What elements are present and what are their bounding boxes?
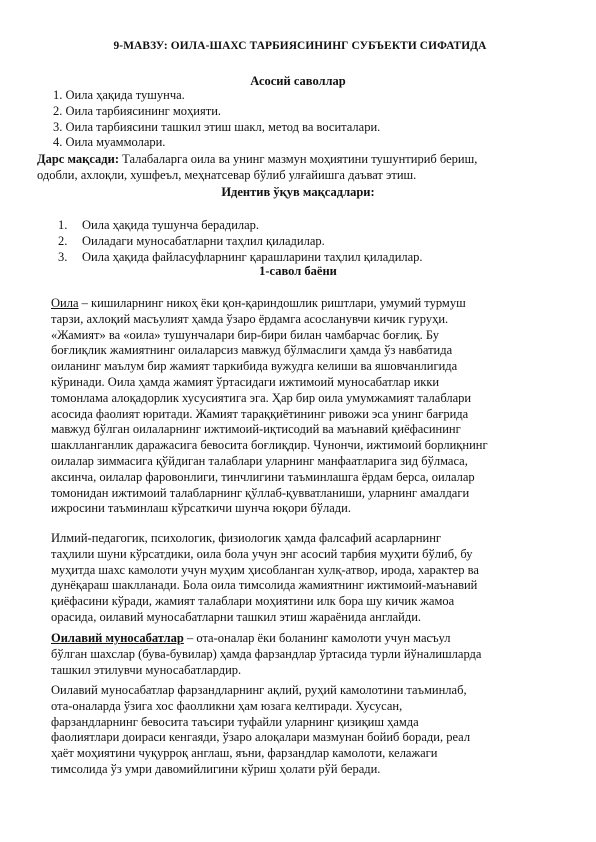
term-family-relations: Оилавий муносабатлар bbox=[51, 631, 184, 645]
paragraph-relations-effect: Оилавий муносабатлар фарзандларнинг ақлий, руҳий камолотини таъминлаб, ота-оналарда ўзига хос фаолликни ҳам юзага келтиради. Хусусан, фарзандларнинг бевосита таъсири туфайли уларнинг қизиқиш ҳамда фаолиятлари доираси кенгаяди, ўзаро алоқалари мазмунан бойиб боради, реал ҳаёт моҳиятини чуқурроқ англаш, яъни, фарзандлар камолоти, келажаги тимсолида ўз умри давомийлигини кўриш ҳолати рўй беради. bbox=[51, 683, 471, 776]
list-item: 1. Оила ҳақида тушунча берадилар. bbox=[58, 218, 260, 232]
lesson-goal-label: Дарс мақсади: bbox=[37, 152, 119, 166]
paragraph-family-relations: Оилавий муносабатлар – ота-оналар ёки боланинг камолоти учун масъул бўлган шахслар (бува-бувилар) ҳамда фарзандлар ўртасида турли йўналишларда ташкил этилувчи муносабатлардир. bbox=[51, 631, 482, 677]
section1-heading: 1-савол баёни bbox=[259, 264, 337, 278]
main-questions-list bbox=[53, 88, 380, 151]
identive-goals-heading: Идентив ўқув мақсадлари: bbox=[221, 185, 375, 199]
list-item: 3. Оила ҳақида файласуфларнинг қарашларини таҳлил қиладилар. bbox=[58, 249, 423, 264]
identive-goals-list bbox=[58, 218, 423, 265]
list-item: 4. Оила муаммолари. bbox=[53, 135, 166, 150]
page-title: 9-МАВЗУ: ОИЛА-ШАХС ТАРБИЯСИНИНГ СУБЪЕКТИ СИФАТИДА bbox=[113, 40, 487, 52]
paragraph-scientific-analysis: Илмий-педагогик, психологик, физиологик ҳамда фалсафий асарларнинг таҳлили шуни кўрсатдики, оила бола учун энг асосий тарбия муҳити бўлиб, бу муҳитда шахс камолоти учун муҳим ҳисобланган хулқ-атвор, ирода, характер ва дунёқараш шаклланади. Бола оила тимсолида жамиятнинг ижтимоий-маънавий қиёфасини кўради, жамият талаблари моҳиятини илк бора шу кичик жамоа орасида, оилавий муносабатларни ташкил этиш жараёнида англайди. bbox=[51, 531, 479, 624]
list-item: 3. Оила тарбиясини ташкил этиш шакл, метод ва воситалари. bbox=[53, 119, 381, 134]
lesson-goal: Дарс мақсади: Талабаларга оила ва унинг мазмун моҳиятини тушунтириб бериш, одобли, ахлоқли, хушфеъл, меҳнатсевар бўлиб улғайишга даъват этиш. bbox=[37, 152, 478, 182]
paragraph-family-definition: Оила – кишиларнинг никоҳ ёки қон-қариндошлик риштлари, умумий турмуш тарзи, ахлоқий масъулият ҳамда ўзаро ёрдамга асосланувчи кичик гуруҳи. «Жамият» ва «оила» тушунчалари бир-бири билан чамбарчас боғлиқ. Бу боғлиқлик жамиятнинг оилаларсиз мавжуд бўлмаслиги ҳамда ўз навбатида оиланинг маълум бир жамият таркибида вужудга келиши ва яшовчанлигида кўринади. Оила ҳамда жамият ўртасидаги ижтимоий муносабатлар икки томонлама алоқадорлик хусусиятига эга. Ҳар бир оила умумжамият талаблари асосида фаолият юритади. Жамият тараққиётининг ривожи эса унинг бағрида мавжуд бўлган оилаларнинг ижтимоий-иқтисодий ва маънавий қиёфасининг шаклланганлик даражасига бевосита боғлиқдир. Чунончи, ижтимоий борлиқнинг оилалар зиммасига қўйдиган талаблари уларнинг манфаатларига зид бўлмаса, аксинча, оилалар фаровонлиги, тинчлигини таъминлашга ёрдам берса, оилалар томонидан ижтимоий талабларнинг қўллаб-қувватланиши, уларнинг амалдаги ижросини таъминлаш кўрсаткичи шунча юқори бўлади. bbox=[51, 296, 488, 516]
list-item: 2. Оиладаги муносабатларни таҳлил қиладилар. bbox=[58, 233, 325, 248]
main-questions-heading: Асосий саволлар bbox=[250, 74, 346, 88]
term-family: Оила bbox=[51, 296, 79, 310]
list-item: 2. Оила тарбиясининг моҳияти. bbox=[53, 103, 222, 118]
list-item: 1. Оила ҳақида тушунча. bbox=[53, 88, 185, 102]
